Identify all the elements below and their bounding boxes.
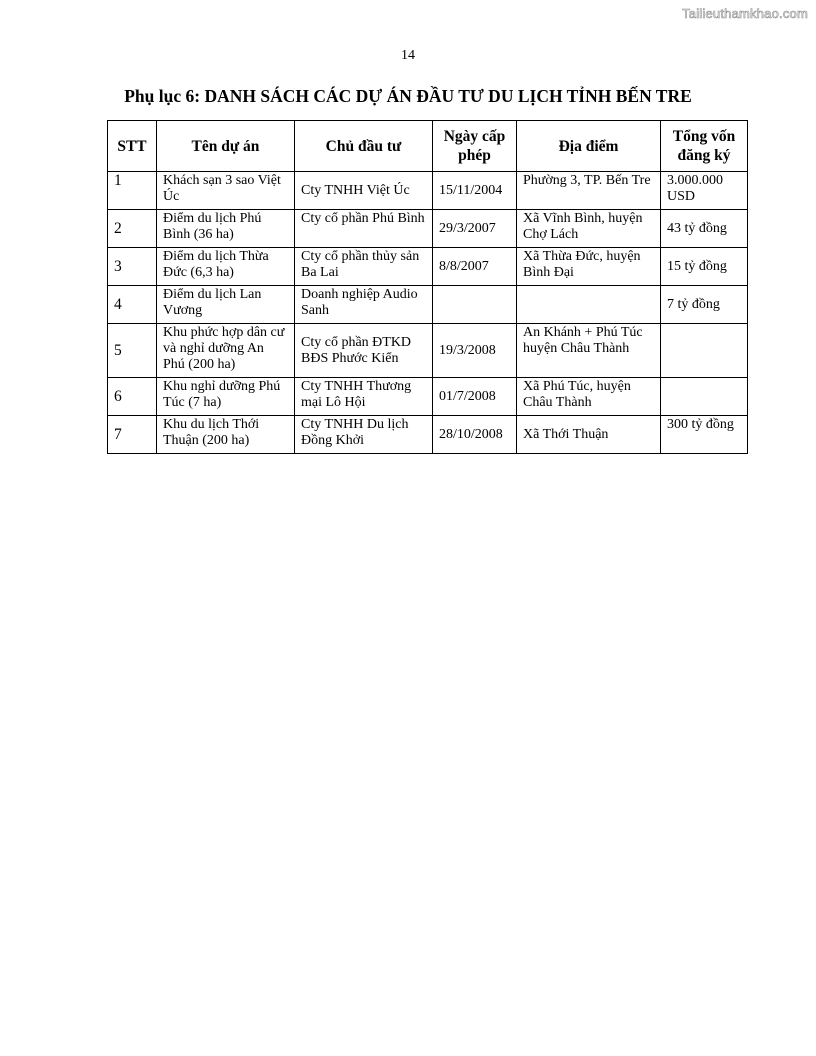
cell-registered-capital: 43 tỷ đồng: [661, 210, 748, 248]
cell-location: [517, 286, 661, 324]
header-project-name: Tên dự án: [157, 121, 295, 172]
cell-location: Xã Thới Thuận: [517, 416, 661, 454]
table-row: [108, 248, 748, 286]
cell-project-name: Khu du lịch Thới Thuận (200 ha): [157, 416, 295, 454]
cell-stt: 5: [108, 324, 157, 378]
cell-investor: Cty cổ phần Phú Bình: [295, 210, 433, 248]
page-number: 14: [401, 48, 415, 63]
table-row: [108, 210, 748, 248]
table-row: [108, 324, 748, 378]
table-row: [108, 286, 748, 324]
cell-license-date: 01/7/2008: [433, 378, 517, 416]
cell-investor: Cty cổ phần ĐTKD BĐS Phước Kiển: [295, 324, 433, 378]
cell-stt: 1: [108, 172, 157, 210]
cell-investor: Cty TNHH Thương mại Lô Hội: [295, 378, 433, 416]
cell-stt: 6: [108, 378, 157, 416]
cell-investor: Cty TNHH Việt Úc: [295, 172, 433, 210]
page-title: Phụ lục 6: DANH SÁCH CÁC DỰ ÁN ĐẦU TƯ DU LỊCH TỈNH BẾN TRE: [124, 86, 692, 106]
cell-project-name: Khu phức hợp dân cư và nghỉ dưỡng An Phú (200 ha): [157, 324, 295, 378]
cell-registered-capital: 3.000.000 USD: [661, 172, 748, 210]
table-row: [108, 378, 748, 416]
table-header-row: [108, 121, 748, 172]
table-row: [108, 416, 748, 454]
header-location: Địa điểm: [517, 121, 661, 172]
cell-license-date: [433, 286, 517, 324]
cell-investor: Doanh nghiệp Audio Sanh: [295, 286, 433, 324]
header-registered-capital: Tổng vốn đăng ký: [661, 121, 748, 172]
cell-project-name: Điểm du lịch Thừa Đức (6,3 ha): [157, 248, 295, 286]
cell-location: Xã Phú Túc, huyện Châu Thành: [517, 378, 661, 416]
cell-registered-capital: [661, 378, 748, 416]
cell-investor: Cty cổ phần thủy sản Ba Lai: [295, 248, 433, 286]
cell-project-name: Điểm du lịch Lan Vương: [157, 286, 295, 324]
cell-project-name: Điểm du lịch Phú Bình (36 ha): [157, 210, 295, 248]
cell-investor: Cty TNHH Du lịch Đồng Khởi: [295, 416, 433, 454]
cell-stt: 7: [108, 416, 157, 454]
table-row: [108, 172, 748, 210]
cell-license-date: 29/3/2007: [433, 210, 517, 248]
cell-location: Xã Vĩnh Bình, huyện Chợ Lách: [517, 210, 661, 248]
cell-stt: 2: [108, 210, 157, 248]
cell-registered-capital: [661, 324, 748, 378]
header-license-date: Ngày cấp phép: [433, 121, 517, 172]
cell-license-date: 28/10/2008: [433, 416, 517, 454]
cell-project-name: Khu nghỉ dưỡng Phú Túc (7 ha): [157, 378, 295, 416]
cell-license-date: 8/8/2007: [433, 248, 517, 286]
cell-stt: 3: [108, 248, 157, 286]
cell-license-date: 15/11/2004: [433, 172, 517, 210]
cell-stt: 4: [108, 286, 157, 324]
cell-location: Phường 3, TP. Bến Tre: [517, 172, 661, 210]
cell-location: Xã Thừa Đức, huyện Bình Đại: [517, 248, 661, 286]
cell-project-name: Khách sạn 3 sao Việt Úc: [157, 172, 295, 210]
cell-registered-capital: 15 tỷ đồng: [661, 248, 748, 286]
header-stt: STT: [108, 121, 157, 172]
cell-location: An Khánh + Phú Túc huyện Châu Thành: [517, 324, 661, 378]
cell-registered-capital: 7 tỷ đồng: [661, 286, 748, 324]
projects-table: [107, 120, 748, 454]
cell-registered-capital: 300 tỷ đồng: [661, 416, 748, 454]
header-investor: Chủ đầu tư: [295, 121, 433, 172]
watermark-text: Tailieuthamkhao.com: [682, 6, 808, 21]
cell-license-date: 19/3/2008: [433, 324, 517, 378]
